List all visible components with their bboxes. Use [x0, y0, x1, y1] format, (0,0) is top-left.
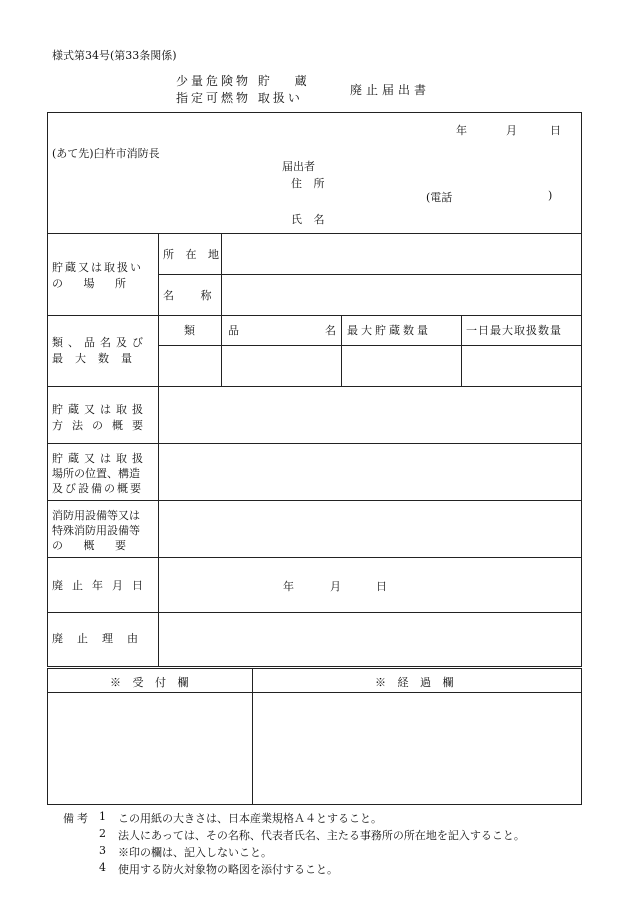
header-month: 月	[506, 124, 517, 137]
facility-label-l2: 場所の位置、構造	[52, 467, 140, 480]
fire-label-l1: 消防用設備等又は	[52, 509, 140, 522]
items-name-field[interactable]	[222, 346, 340, 385]
note-1-text: この用紙の大きさは、日本産業規格Ａ４とすること。	[118, 812, 382, 825]
abolition-date-year: 年	[283, 580, 294, 593]
items-col-class: 類	[184, 324, 195, 337]
location-name-label: 名 称	[163, 289, 216, 302]
fire-label-l2: 特殊消防用設備等	[52, 524, 140, 537]
phone-open: (電話	[426, 191, 453, 204]
items-col-name-right: 名	[325, 324, 336, 337]
abolition-date-label: 廃止年月日	[52, 579, 152, 592]
abolition-reason-label: 廃止理由	[52, 632, 152, 645]
method-label-l2: 方法の概要	[52, 419, 152, 432]
notes-heading: 備考	[63, 812, 91, 825]
location-label-l1: 貯蔵又は取扱い	[52, 261, 143, 274]
facility-label-l1: 貯蔵又は取扱	[52, 452, 148, 465]
facility-label-l3: 及び設備の概要	[52, 482, 143, 495]
address-label: 住 所	[291, 177, 329, 190]
note-4-num: 4	[99, 861, 106, 874]
title-suffix: 廃止届出書	[350, 83, 431, 97]
items-col-daily: 一日最大取扱数量	[466, 324, 562, 337]
name-label: 氏 名	[291, 213, 329, 226]
phone-close: )	[548, 189, 553, 202]
note-3-text: ※印の欄は、記入しないこと。	[118, 846, 272, 859]
progress-label: ※ 経 過 欄	[375, 676, 458, 689]
note-2-num: 2	[99, 827, 106, 840]
items-col-name-left: 品	[228, 324, 239, 337]
items-max-field[interactable]	[342, 346, 460, 385]
title-line2: 指定可燃物 取扱い	[176, 91, 303, 105]
facility-field[interactable]	[159, 444, 581, 499]
header-day: 日	[550, 124, 561, 137]
location-label-l2: の 場 所	[52, 277, 128, 290]
fire-field[interactable]	[159, 501, 581, 556]
header-year: 年	[456, 124, 467, 137]
note-2-text: 法人にあっては、その名称、代表者氏名、主たる事務所の所在地を記入すること。	[118, 829, 525, 842]
items-label-l1: 類、品名及び	[52, 336, 148, 349]
addressee: (あて先)臼杵市消防長	[52, 147, 160, 160]
abolition-date-day: 日	[376, 580, 387, 593]
title-line1: 少量危険物 貯 蔵	[176, 74, 310, 88]
fire-label-l3: の 概 要	[52, 539, 128, 552]
method-field[interactable]	[159, 387, 581, 442]
method-label-l1: 貯蔵又は取扱	[52, 403, 148, 416]
reception-label: ※ 受 付 欄	[110, 676, 193, 689]
location-name-field[interactable]	[222, 275, 581, 315]
notifier-label: 届出者	[282, 160, 315, 173]
location-address-label: 所 在 地	[163, 248, 223, 261]
note-4-text: 使用する防火対象物の略図を添付すること。	[118, 863, 338, 876]
abolition-reason-field[interactable]	[159, 613, 581, 666]
abolition-date-month: 月	[330, 580, 341, 593]
location-address-field[interactable]	[222, 234, 581, 274]
items-col-max: 最大貯蔵数量	[347, 324, 431, 337]
items-label-l2: 最大数量	[52, 352, 144, 365]
note-1-num: 1	[99, 810, 106, 823]
items-daily-field[interactable]	[462, 346, 581, 385]
items-class-field[interactable]	[159, 346, 220, 385]
note-3-num: 3	[99, 844, 106, 857]
form-number: 様式第34号(第33条関係)	[52, 49, 177, 62]
